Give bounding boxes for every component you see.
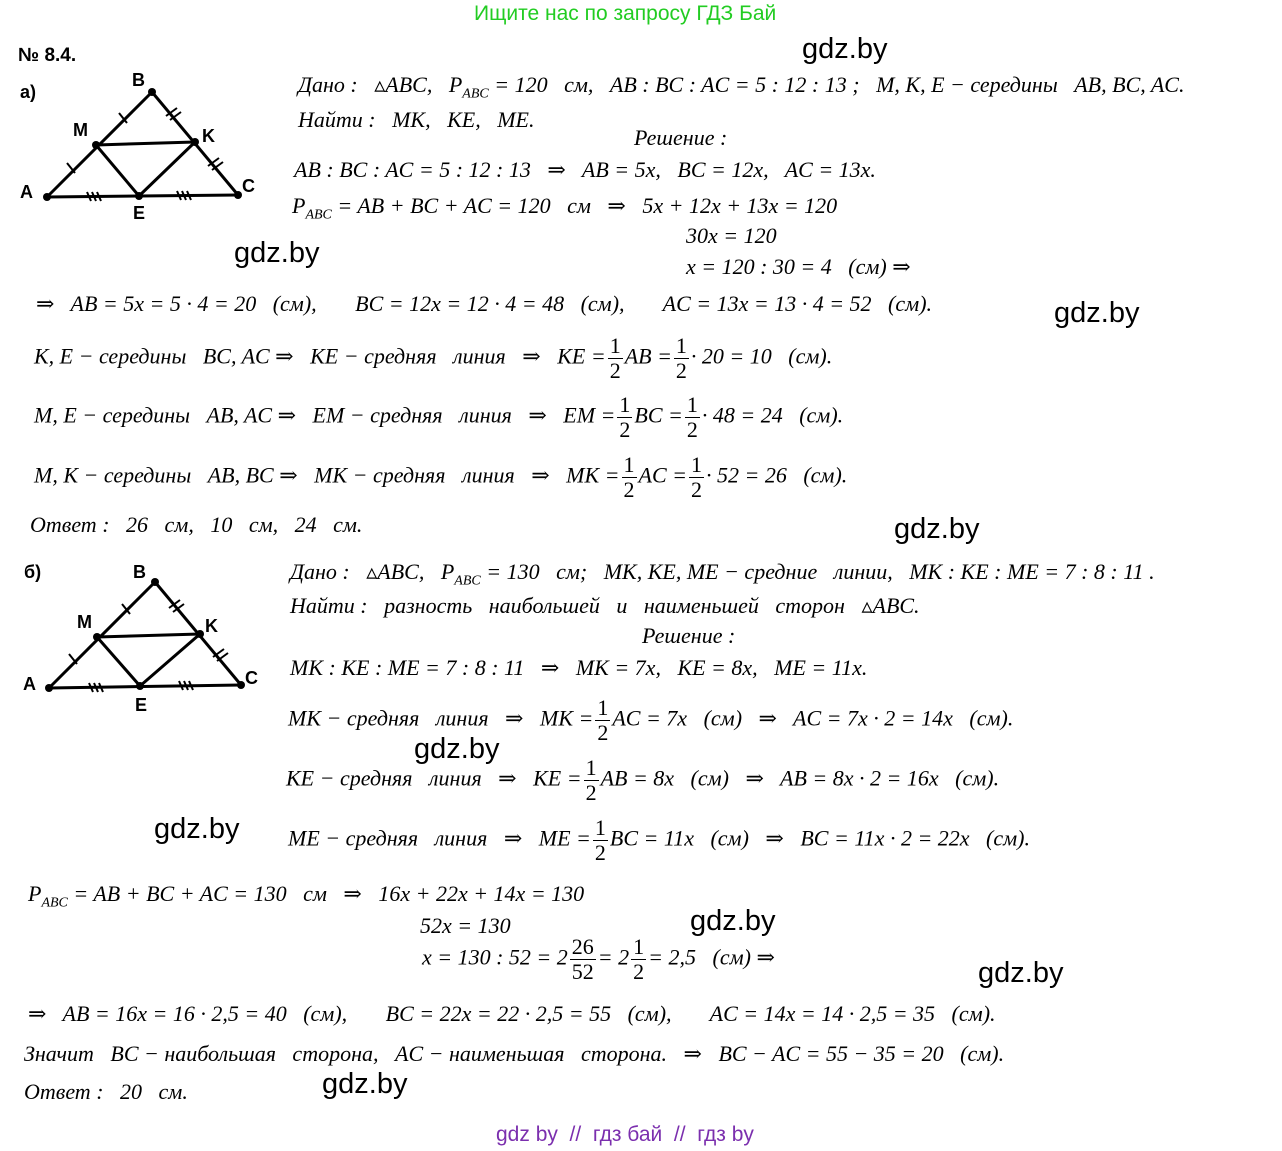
part-b-sides: ⇒ AB = 16x = 16 · 2,5 = 40 (см), BC = 22x = 22 · 2,5 = 55 (см), AC = 14x = 14 · 2,5 = 35 (см).	[28, 1001, 996, 1026]
watermark: gdz.by	[1054, 297, 1140, 329]
vertex-c-label: C	[242, 176, 255, 196]
vertex-e-label: E	[133, 203, 146, 223]
top-banner: Ищите нас по запросу ГДЗ Бай	[474, 2, 777, 25]
watermark: gdz.by	[802, 33, 888, 65]
watermark: gdz.by	[322, 1068, 408, 1100]
part-a-solution-title: Решение :	[634, 125, 728, 150]
part-a-mk-line: M, K − середины AB, BC ⇒ MK − средняя линия ⇒ MK = $\frac{1}{2}$ AC = $\frac{1}{2}$ · 52 = 26 (см).	[34, 452, 848, 502]
vertex-b-label: B	[132, 70, 145, 90]
part-a-line: AB : BC : AC = 5 : 12 : 13 ⇒ AB = 5x, BC = 12x, AC = 13x.	[294, 157, 876, 182]
vertex-k-label: K	[202, 126, 215, 146]
part-a-sides: ⇒ AB = 5x = 5 · 4 = 20 (см), BC = 12x = 12 · 4 = 48 (см), AC = 13x = 13 · 4 = 52 (см).	[36, 291, 933, 316]
triangle-diagram-a	[15, 68, 275, 228]
part-b-mk-line: MK − средняя линия ⇒ MK = $\frac{1}{2}$ AC = 7x (см) ⇒ AC = 7x · 2 = 14x (см).	[288, 695, 1014, 745]
problem-number: № 8.4.	[18, 45, 77, 66]
watermark: gdz.by	[894, 513, 980, 545]
part-b-given: Дано : ▵ABC, $P_{ABC} = 130$ см; MK, KE, ME − средние линии, MK : KE : ME = 7 : 8 : 11 .	[290, 559, 1155, 589]
part-b-x-line: x = 130 : 52 = 2 $\frac{26}{52}$ = 2 $\frac{1}{2}$ = 2,5 (см) ⇒	[422, 934, 775, 984]
footer-links[interactable]: gdz by // гдз бай // гдз by	[496, 1123, 754, 1146]
triangle-diagram-b	[15, 556, 275, 716]
watermark: gdz.by	[234, 237, 320, 269]
vertex-b-label: B	[133, 562, 146, 582]
vertex-e-label: E	[135, 695, 148, 715]
watermark: gdz.by	[690, 905, 776, 937]
part-a-answer: Ответ : 26 см, 10 см, 24 см.	[30, 512, 363, 537]
vertex-c-label: C	[245, 668, 258, 688]
vertex-a-label: A	[20, 182, 33, 202]
part-b-conclusion: Значит BC − наибольшая сторона, AC − наименьшая сторона. ⇒ BC − AC = 55 − 35 = 20 (см).	[24, 1041, 1005, 1066]
part-a-perimeter: $P_{ABC}$ = AB + BC + AC = 120 см ⇒ 5x + 12x + 13x = 120	[292, 193, 838, 223]
part-a-ke-line: K, E − середины BC, AC ⇒ KE − средняя линия ⇒ KE = $\frac{1}{2}$ AB = $\frac{1}{2}$ · 20 = 10 (см).	[34, 333, 833, 383]
watermark: gdz.by	[154, 813, 240, 845]
vertex-a-label: A	[23, 674, 36, 694]
part-a-label: а)	[20, 82, 37, 102]
part-b-find: Найти : разность наибольшей и наименьшей сторон ▵ABC.	[290, 593, 920, 618]
part-a-find: Найти : MK, KE, ME.	[298, 107, 535, 132]
watermark: gdz.by	[978, 957, 1064, 989]
watermark: gdz.by	[414, 733, 500, 765]
vertex-k-label: K	[205, 616, 218, 636]
vertex-m-label: M	[77, 612, 92, 632]
part-b-perimeter: $P_{ABC}$ = AB + BC + AC = 130 см ⇒ 16x + 22x + 14x = 130	[28, 881, 585, 911]
part-b-line: MK : KE : ME = 7 : 8 : 11 ⇒ MK = 7x, KE = 8x, ME = 11x.	[290, 655, 868, 680]
vertex-m-label: M	[73, 120, 88, 140]
part-b-label: б)	[24, 562, 42, 582]
part-a-line: x = 120 : 30 = 4 (см) ⇒	[686, 254, 911, 279]
part-a-em-line: M, E − середины AB, AC ⇒ EM − средняя линия ⇒ EM = $\frac{1}{2}$ BC = $\frac{1}{2}$ · 48 = 24 (см).	[34, 392, 844, 442]
part-a-given: Дано : ▵ABC, $P_{ABC} = 120$ см, AB : BC : AC = 5 : 12 : 13 ; M, K, E − середины AB, BC, AC.	[298, 72, 1185, 102]
part-a-line: 30x = 120	[686, 223, 777, 248]
part-b-answer: Ответ : 20 см.	[24, 1079, 188, 1104]
part-b-line: 52x = 130	[420, 913, 511, 938]
part-b-solution-title: Решение :	[642, 623, 736, 648]
part-b-ke-line: KE − средняя линия ⇒ KE = $\frac{1}{2}$ AB = 8x (см) ⇒ AB = 8x · 2 = 16x (см).	[286, 755, 1000, 805]
part-b-me-line: ME − средняя линия ⇒ ME = $\frac{1}{2}$ BC = 11x (см) ⇒ BC = 11x · 2 = 22x (см).	[288, 815, 1031, 865]
